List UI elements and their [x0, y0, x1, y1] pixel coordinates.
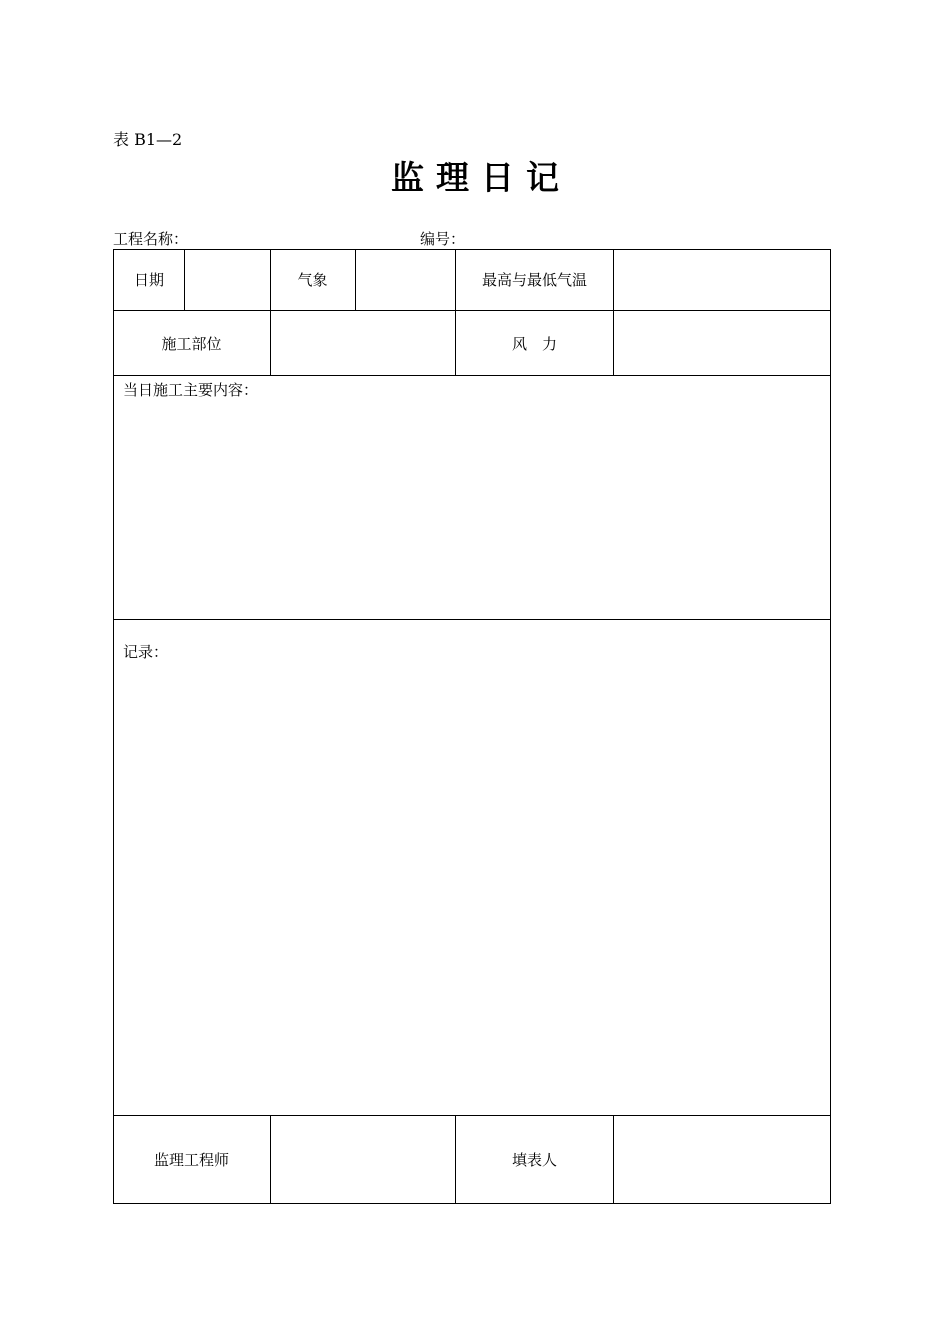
form-code: 表 B1—2 [113, 130, 183, 149]
project-name-label: 工程名称： [113, 230, 189, 248]
record-area[interactable] [114, 663, 830, 1115]
date-label: 日期 [133, 271, 164, 289]
filler-label: 填表人 [511, 1151, 557, 1169]
filler-signature-field[interactable] [614, 1116, 830, 1203]
wind-field[interactable] [614, 311, 830, 375]
weather-field[interactable] [356, 249, 455, 310]
record-label: 记录： [123, 643, 169, 661]
table-line-row3 [113, 619, 831, 620]
engineer-signature-field[interactable] [271, 1116, 455, 1203]
page-title: 监理日记 [391, 158, 571, 197]
engineer-label: 监理工程师 [153, 1151, 229, 1169]
number-label: 编号： [420, 230, 466, 248]
table-border-bottom [113, 1203, 831, 1204]
temperature-field[interactable] [614, 249, 830, 310]
main-content-area[interactable] [114, 401, 830, 619]
date-field[interactable] [185, 249, 270, 310]
main-content-label: 当日施工主要内容： [123, 381, 259, 399]
location-field[interactable] [271, 311, 455, 375]
wind-label: 风 力 [511, 334, 557, 353]
weather-label: 气象 [297, 271, 328, 289]
temperature-label: 最高与最低气温 [481, 271, 587, 289]
location-label: 施工部位 [161, 334, 222, 353]
table-line-row2 [113, 375, 831, 376]
diary-table [113, 249, 831, 1204]
table-border-right [830, 249, 831, 1204]
